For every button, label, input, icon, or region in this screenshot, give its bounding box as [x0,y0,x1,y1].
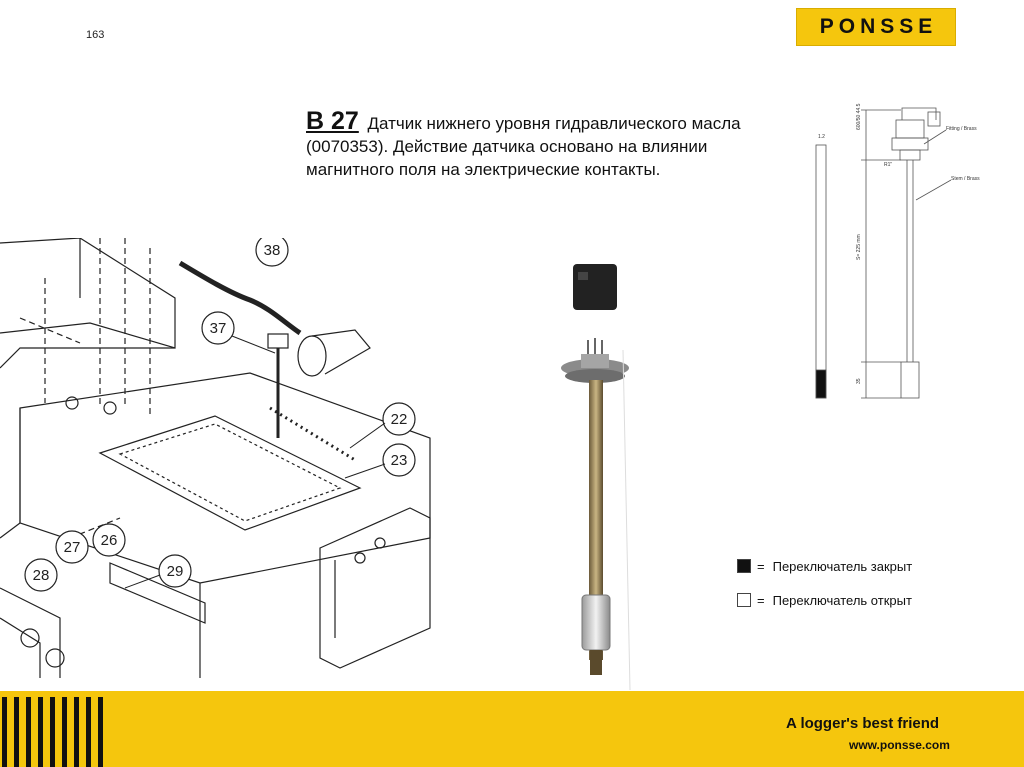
legend-equals: = [757,558,765,574]
ponsse-logo [796,8,956,46]
callout-label: 22 [390,411,408,428]
page-number: 163 [86,29,105,41]
tech-label: 600/50 44.5 [856,103,862,130]
callout-label: 27 [63,539,81,556]
callout-label: 29 [166,563,184,580]
sensor-code: B 27 [306,107,359,135]
assembly-diagram [0,238,440,683]
sensor-technical-drawing [806,100,1006,405]
callout-label: 28 [32,567,50,584]
sensor-description: Датчик нижнего уровня гидравлического масла (0070353). Действие датчика основано на влиянии магнитного поля на электрические контакты. [306,114,741,179]
open-swatch-icon [737,593,751,607]
legend-item-closed [737,556,912,576]
callout-label: 23 [390,452,408,469]
callout-label: 26 [100,532,118,549]
tech-label: Fitting / Brass [946,126,977,132]
footer-bar [0,691,1024,767]
legend-label: Переключатель закрыт [772,558,913,574]
callout-label: 37 [209,320,227,337]
tech-label: S= 225 mm [856,234,862,260]
legend-label: Переключатель открыт [772,592,912,608]
switch-legend [737,556,912,624]
tech-label: Stem / Brass [951,176,980,182]
tech-label: R1" [884,162,893,168]
tech-label: 35 [856,378,862,384]
slogan: A logger's best friend [786,715,940,732]
legend-equals: = [757,592,765,608]
logo-text: PONSSE [819,15,938,38]
sensor-photo [548,250,648,690]
slide-title [306,107,746,181]
tech-label: 1.2 [818,134,825,140]
website-link[interactable]: www.ponsse.com [849,738,950,752]
callout-label: 38 [263,242,281,259]
legend-item-open [737,590,912,610]
stripes-decoration [0,691,115,767]
closed-swatch-icon [737,559,751,573]
